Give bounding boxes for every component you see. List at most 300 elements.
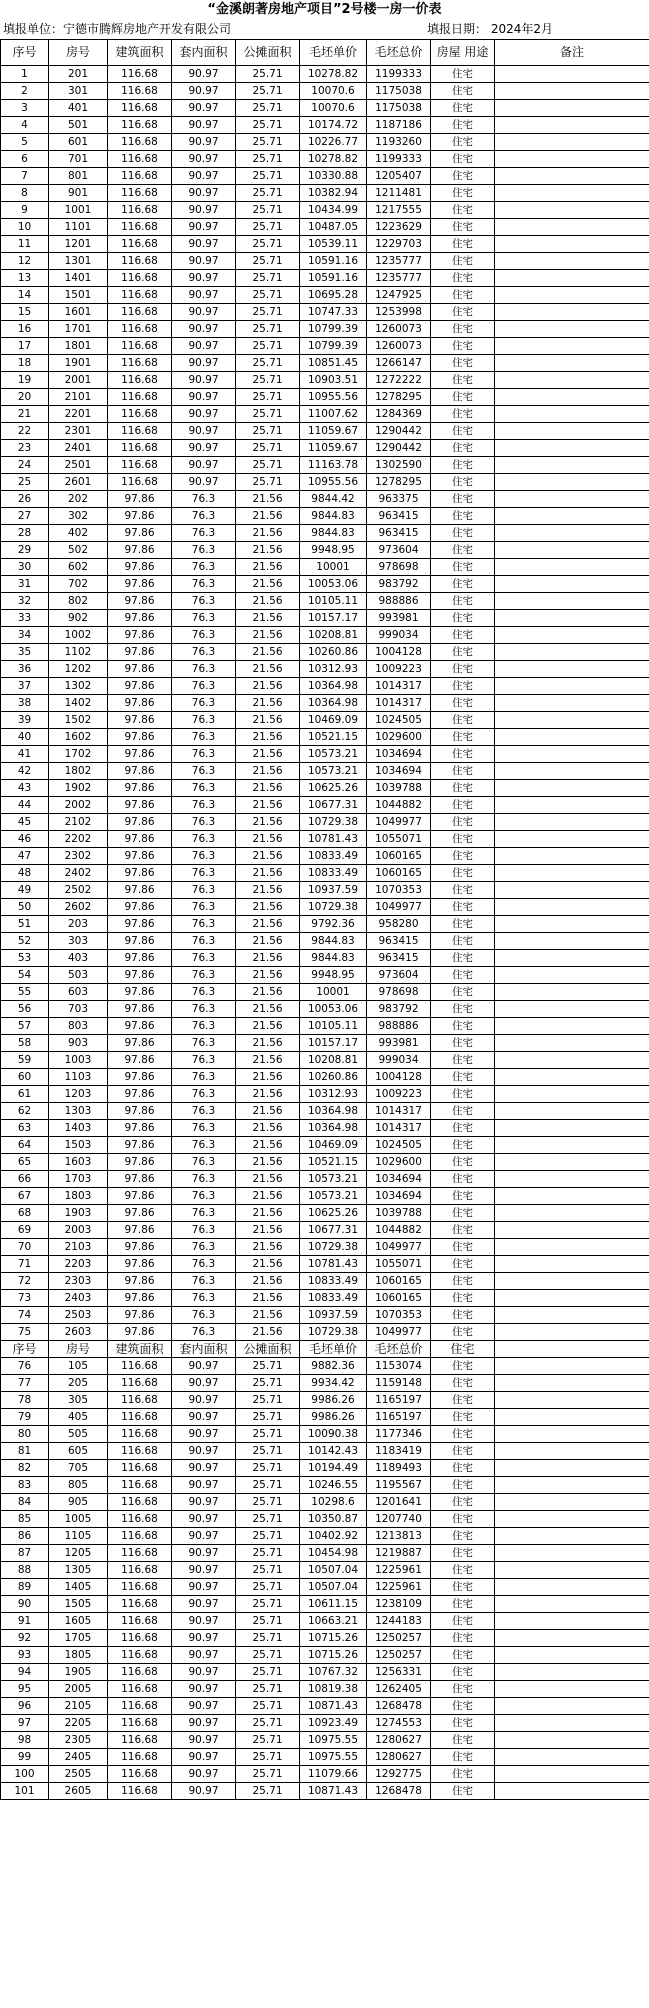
cell-index: 85 (1, 1511, 49, 1528)
cell-unit-price: 10521.15 (300, 729, 367, 746)
cell-shared-area: 21.56 (236, 763, 300, 780)
cell-total-price: 1199333 (367, 66, 431, 83)
cell-index: 82 (1, 1460, 49, 1477)
cell-shared-area: 25.71 (236, 1528, 300, 1545)
cell-room: 802 (49, 593, 108, 610)
cell-shared-area: 21.56 (236, 695, 300, 712)
cell-unit-price: 10729.38 (300, 1324, 367, 1341)
cell-gross-area: 116.68 (108, 1358, 172, 1375)
cell-usage: 住宅 (431, 899, 495, 916)
cell-unit-price: 10350.87 (300, 1511, 367, 1528)
cell-gross-area: 116.68 (108, 1443, 172, 1460)
cell-gross-area: 116.68 (108, 1613, 172, 1630)
cell-gross-area: 116.68 (108, 1579, 172, 1596)
table-row (1, 338, 649, 355)
table-row (1, 508, 649, 525)
cell-gross-area: 116.68 (108, 321, 172, 338)
cell-inner-area: 76.3 (172, 780, 236, 797)
cell-remarks (495, 185, 649, 202)
cell-total-price: 1211481 (367, 185, 431, 202)
cell-unit-price: 11079.66 (300, 1766, 367, 1783)
cell-remarks (495, 1086, 649, 1103)
cell-shared-area: 25.71 (236, 1681, 300, 1698)
cell-inner-area: 76.3 (172, 610, 236, 627)
table-row (1, 593, 649, 610)
cell-room: 1605 (49, 1613, 108, 1630)
subheader-room: 房号 (49, 1341, 108, 1358)
cell-index: 94 (1, 1664, 49, 1681)
cell-shared-area: 25.71 (236, 1698, 300, 1715)
cell-unit-price: 10923.49 (300, 1715, 367, 1732)
cell-room: 201 (49, 66, 108, 83)
cell-total-price: 1039788 (367, 780, 431, 797)
cell-gross-area: 97.86 (108, 542, 172, 559)
cell-gross-area: 116.68 (108, 83, 172, 100)
cell-inner-area: 76.3 (172, 1239, 236, 1256)
cell-room: 305 (49, 1392, 108, 1409)
cell-unit-price: 10469.09 (300, 1137, 367, 1154)
cell-inner-area: 90.97 (172, 287, 236, 304)
cell-total-price: 1213813 (367, 1528, 431, 1545)
cell-remarks (495, 933, 649, 950)
cell-room: 2101 (49, 389, 108, 406)
cell-room: 1003 (49, 1052, 108, 1069)
cell-total-price: 1055071 (367, 1256, 431, 1273)
cell-index: 95 (1, 1681, 49, 1698)
cell-gross-area: 116.68 (108, 372, 172, 389)
cell-total-price: 1201641 (367, 1494, 431, 1511)
cell-total-price: 1250257 (367, 1630, 431, 1647)
table-row (1, 1086, 649, 1103)
cell-room: 2203 (49, 1256, 108, 1273)
table-subheader-row (1, 1341, 649, 1358)
cell-usage: 住宅 (431, 1103, 495, 1120)
cell-index: 5 (1, 134, 49, 151)
cell-inner-area: 90.97 (172, 151, 236, 168)
table-row (1, 1001, 649, 1018)
cell-gross-area: 116.68 (108, 236, 172, 253)
cell-inner-area: 90.97 (172, 134, 236, 151)
cell-usage: 住宅 (431, 1086, 495, 1103)
table-row (1, 134, 649, 151)
cell-inner-area: 76.3 (172, 491, 236, 508)
cell-inner-area: 90.97 (172, 1443, 236, 1460)
cell-gross-area: 97.86 (108, 1018, 172, 1035)
cell-room: 403 (49, 950, 108, 967)
cell-unit-price: 10955.56 (300, 474, 367, 491)
cell-remarks (495, 848, 649, 865)
cell-index: 7 (1, 168, 49, 185)
table-row (1, 1460, 649, 1477)
cell-total-price: 1205407 (367, 168, 431, 185)
table-row (1, 576, 649, 593)
cell-gross-area: 97.86 (108, 1154, 172, 1171)
cell-room: 2401 (49, 440, 108, 457)
cell-remarks (495, 100, 649, 117)
cell-room: 602 (49, 559, 108, 576)
cell-inner-area: 76.3 (172, 1324, 236, 1341)
cell-index: 71 (1, 1256, 49, 1273)
cell-unit-price: 10729.38 (300, 814, 367, 831)
cell-index: 13 (1, 270, 49, 287)
table-row (1, 1392, 649, 1409)
cell-shared-area: 21.56 (236, 729, 300, 746)
cell-room: 2303 (49, 1273, 108, 1290)
cell-shared-area: 25.71 (236, 1664, 300, 1681)
cell-remarks (495, 916, 649, 933)
cell-usage: 住宅 (431, 457, 495, 474)
cell-shared-area: 21.56 (236, 1171, 300, 1188)
table-row (1, 1324, 649, 1341)
subheader-gross-area: 建筑面积 (108, 1341, 172, 1358)
cell-index: 66 (1, 1171, 49, 1188)
cell-room: 1501 (49, 287, 108, 304)
cell-shared-area: 25.71 (236, 219, 300, 236)
cell-room: 605 (49, 1443, 108, 1460)
cell-total-price: 1262405 (367, 1681, 431, 1698)
cell-gross-area: 97.86 (108, 848, 172, 865)
cell-shared-area: 25.71 (236, 440, 300, 457)
cell-usage: 住宅 (431, 508, 495, 525)
cell-gross-area: 97.86 (108, 593, 172, 610)
cell-usage: 住宅 (431, 882, 495, 899)
cell-inner-area: 90.97 (172, 423, 236, 440)
subheader-shared-area: 公摊面积 (236, 1341, 300, 1358)
cell-total-price: 1165197 (367, 1409, 431, 1426)
cell-usage: 住宅 (431, 1732, 495, 1749)
cell-unit-price: 10591.16 (300, 270, 367, 287)
table-row (1, 1222, 649, 1239)
cell-inner-area: 76.3 (172, 746, 236, 763)
cell-index: 92 (1, 1630, 49, 1647)
cell-usage: 住宅 (431, 627, 495, 644)
cell-usage: 住宅 (431, 1358, 495, 1375)
cell-usage: 住宅 (431, 1001, 495, 1018)
cell-gross-area: 97.86 (108, 1222, 172, 1239)
cell-inner-area: 76.3 (172, 984, 236, 1001)
cell-index: 88 (1, 1562, 49, 1579)
cell-total-price: 1044882 (367, 797, 431, 814)
cell-room: 1405 (49, 1579, 108, 1596)
cell-room: 303 (49, 933, 108, 950)
cell-shared-area: 21.56 (236, 1290, 300, 1307)
cell-index: 80 (1, 1426, 49, 1443)
cell-index: 1 (1, 66, 49, 83)
cell-shared-area: 21.56 (236, 542, 300, 559)
cell-shared-area: 25.71 (236, 1426, 300, 1443)
cell-usage: 住宅 (431, 712, 495, 729)
cell-remarks (495, 304, 649, 321)
cell-usage: 住宅 (431, 1579, 495, 1596)
cell-shared-area: 25.71 (236, 1460, 300, 1477)
cell-inner-area: 90.97 (172, 219, 236, 236)
cell-usage: 住宅 (431, 525, 495, 542)
cell-room: 205 (49, 1375, 108, 1392)
col-header-total-price: 毛坯总价 (367, 40, 431, 66)
cell-usage: 住宅 (431, 1613, 495, 1630)
table-row (1, 695, 649, 712)
cell-remarks (495, 253, 649, 270)
table-row (1, 1103, 649, 1120)
cell-index: 98 (1, 1732, 49, 1749)
cell-unit-price: 10434.99 (300, 202, 367, 219)
table-row (1, 1783, 649, 1800)
subheader-index: 序号 (1, 1341, 49, 1358)
cell-gross-area: 97.86 (108, 678, 172, 695)
cell-remarks (495, 1749, 649, 1766)
table-row (1, 355, 649, 372)
cell-shared-area: 25.71 (236, 287, 300, 304)
cell-gross-area: 97.86 (108, 1188, 172, 1205)
cell-unit-price: 10799.39 (300, 321, 367, 338)
cell-inner-area: 90.97 (172, 372, 236, 389)
table-row (1, 1137, 649, 1154)
cell-inner-area: 90.97 (172, 1579, 236, 1596)
cell-shared-area: 25.71 (236, 1647, 300, 1664)
cell-unit-price: 10312.93 (300, 1086, 367, 1103)
subheader-inner-area: 套内面积 (172, 1341, 236, 1358)
cell-total-price: 1235777 (367, 253, 431, 270)
cell-index: 64 (1, 1137, 49, 1154)
cell-gross-area: 97.86 (108, 1001, 172, 1018)
cell-index: 12 (1, 253, 49, 270)
cell-unit-price: 10625.26 (300, 780, 367, 797)
cell-room: 1902 (49, 780, 108, 797)
cell-index: 9 (1, 202, 49, 219)
cell-total-price: 1250257 (367, 1647, 431, 1664)
cell-total-price: 1284369 (367, 406, 431, 423)
cell-room: 1303 (49, 1103, 108, 1120)
cell-gross-area: 97.86 (108, 1273, 172, 1290)
cell-shared-area: 21.56 (236, 1307, 300, 1324)
cell-usage: 住宅 (431, 321, 495, 338)
cell-remarks (495, 661, 649, 678)
cell-gross-area: 116.68 (108, 1783, 172, 1800)
cell-shared-area: 25.71 (236, 321, 300, 338)
cell-unit-price: 10278.82 (300, 66, 367, 83)
table-row (1, 440, 649, 457)
cell-remarks (495, 1545, 649, 1562)
cell-room: 301 (49, 83, 108, 100)
cell-index: 26 (1, 491, 49, 508)
cell-remarks (495, 1222, 649, 1239)
cell-shared-area: 21.56 (236, 967, 300, 984)
table-row (1, 1596, 649, 1613)
cell-total-price: 1238109 (367, 1596, 431, 1613)
cell-shared-area: 21.56 (236, 1154, 300, 1171)
cell-index: 60 (1, 1069, 49, 1086)
cell-remarks (495, 678, 649, 695)
cell-room: 302 (49, 508, 108, 525)
cell-remarks (495, 151, 649, 168)
cell-unit-price: 10937.59 (300, 882, 367, 899)
cell-room: 402 (49, 525, 108, 542)
cell-gross-area: 116.68 (108, 338, 172, 355)
cell-remarks (495, 83, 649, 100)
cell-index: 15 (1, 304, 49, 321)
table-row (1, 457, 649, 474)
cell-total-price: 1049977 (367, 1239, 431, 1256)
cell-shared-area: 21.56 (236, 712, 300, 729)
cell-total-price: 1034694 (367, 763, 431, 780)
table-row (1, 1528, 649, 1545)
cell-inner-area: 90.97 (172, 1409, 236, 1426)
cell-unit-price: 10507.04 (300, 1579, 367, 1596)
table-row (1, 1494, 649, 1511)
cell-index: 43 (1, 780, 49, 797)
cell-unit-price: 9986.26 (300, 1409, 367, 1426)
cell-inner-area: 90.97 (172, 1562, 236, 1579)
cell-total-price: 1014317 (367, 1103, 431, 1120)
cell-room: 1205 (49, 1545, 108, 1562)
cell-inner-area: 90.97 (172, 185, 236, 202)
cell-total-price: 963415 (367, 933, 431, 950)
cell-gross-area: 116.68 (108, 117, 172, 134)
cell-inner-area: 90.97 (172, 1477, 236, 1494)
cell-total-price: 1029600 (367, 1154, 431, 1171)
cell-inner-area: 76.3 (172, 1035, 236, 1052)
cell-shared-area: 25.71 (236, 1715, 300, 1732)
cell-usage: 住宅 (431, 1290, 495, 1307)
cell-total-price: 983792 (367, 1001, 431, 1018)
cell-total-price: 1260073 (367, 338, 431, 355)
cell-index: 81 (1, 1443, 49, 1460)
table-row (1, 304, 649, 321)
cell-inner-area: 76.3 (172, 831, 236, 848)
cell-unit-price: 10625.26 (300, 1205, 367, 1222)
cell-unit-price: 10312.93 (300, 661, 367, 678)
cell-inner-area: 90.97 (172, 253, 236, 270)
cell-room: 2002 (49, 797, 108, 814)
cell-shared-area: 25.71 (236, 474, 300, 491)
cell-gross-area: 116.68 (108, 253, 172, 270)
table-row (1, 1409, 649, 1426)
cell-index: 76 (1, 1358, 49, 1375)
cell-room: 2603 (49, 1324, 108, 1341)
table-row (1, 525, 649, 542)
cell-gross-area: 97.86 (108, 1205, 172, 1222)
cell-inner-area: 90.97 (172, 1630, 236, 1647)
cell-unit-price: 10833.49 (300, 865, 367, 882)
cell-remarks (495, 1069, 649, 1086)
cell-inner-area: 90.97 (172, 338, 236, 355)
cell-shared-area: 21.56 (236, 984, 300, 1001)
cell-unit-price: 10521.15 (300, 1154, 367, 1171)
cell-usage: 住宅 (431, 372, 495, 389)
cell-shared-area: 25.71 (236, 1630, 300, 1647)
cell-shared-area: 21.56 (236, 1052, 300, 1069)
cell-remarks (495, 287, 649, 304)
table-row (1, 1749, 649, 1766)
cell-shared-area: 25.71 (236, 1562, 300, 1579)
cell-gross-area: 97.86 (108, 950, 172, 967)
cell-gross-area: 97.86 (108, 712, 172, 729)
table-row (1, 1766, 649, 1783)
cell-index: 34 (1, 627, 49, 644)
cell-remarks (495, 1409, 649, 1426)
cell-index: 56 (1, 1001, 49, 1018)
cell-room: 2505 (49, 1766, 108, 1783)
cell-shared-area: 25.71 (236, 304, 300, 321)
cell-usage: 住宅 (431, 1018, 495, 1035)
cell-gross-area: 116.68 (108, 1511, 172, 1528)
cell-unit-price: 11059.67 (300, 440, 367, 457)
cell-shared-area: 21.56 (236, 899, 300, 916)
cell-shared-area: 25.71 (236, 236, 300, 253)
cell-inner-area: 76.3 (172, 1256, 236, 1273)
cell-remarks (495, 1460, 649, 1477)
cell-inner-area: 90.97 (172, 117, 236, 134)
cell-total-price: 999034 (367, 627, 431, 644)
cell-remarks (495, 1562, 649, 1579)
cell-inner-area: 76.3 (172, 1001, 236, 1018)
cell-index: 48 (1, 865, 49, 882)
table-row (1, 882, 649, 899)
cell-shared-area: 25.71 (236, 1766, 300, 1783)
cell-room: 1105 (49, 1528, 108, 1545)
cell-room: 2503 (49, 1307, 108, 1324)
cell-inner-area: 76.3 (172, 1018, 236, 1035)
cell-gross-area: 97.86 (108, 780, 172, 797)
cell-gross-area: 116.68 (108, 270, 172, 287)
table-row (1, 984, 649, 1001)
cell-gross-area: 116.68 (108, 100, 172, 117)
table-row (1, 559, 649, 576)
cell-total-price: 1274553 (367, 1715, 431, 1732)
cell-unit-price: 10260.86 (300, 644, 367, 661)
cell-total-price: 1183419 (367, 1443, 431, 1460)
cell-total-price: 1278295 (367, 389, 431, 406)
cell-index: 78 (1, 1392, 49, 1409)
cell-room: 2602 (49, 899, 108, 916)
cell-room: 902 (49, 610, 108, 627)
cell-remarks (495, 1001, 649, 1018)
cell-total-price: 999034 (367, 1052, 431, 1069)
cell-total-price: 978698 (367, 559, 431, 576)
cell-gross-area: 116.68 (108, 1766, 172, 1783)
cell-shared-area: 21.56 (236, 814, 300, 831)
table-row (1, 185, 649, 202)
cell-index: 97 (1, 1715, 49, 1732)
cell-shared-area: 21.56 (236, 644, 300, 661)
cell-index: 55 (1, 984, 49, 1001)
cell-shared-area: 25.71 (236, 355, 300, 372)
cell-gross-area: 97.86 (108, 661, 172, 678)
cell-total-price: 1217555 (367, 202, 431, 219)
cell-room: 1201 (49, 236, 108, 253)
cell-shared-area: 21.56 (236, 525, 300, 542)
cell-remarks (495, 321, 649, 338)
cell-unit-price: 10070.6 (300, 83, 367, 100)
cell-unit-price: 10157.17 (300, 610, 367, 627)
col-header-shared-area: 公摊面积 (236, 40, 300, 66)
cell-remarks (495, 814, 649, 831)
cell-inner-area: 76.3 (172, 950, 236, 967)
cell-inner-area: 90.97 (172, 321, 236, 338)
table-row (1, 1154, 649, 1171)
cell-remarks (495, 66, 649, 83)
cell-unit-price: 10402.92 (300, 1528, 367, 1545)
cell-total-price: 1256331 (367, 1664, 431, 1681)
cell-shared-area: 21.56 (236, 576, 300, 593)
cell-usage: 住宅 (431, 1052, 495, 1069)
cell-usage: 住宅 (431, 1375, 495, 1392)
cell-shared-area: 25.71 (236, 406, 300, 423)
cell-gross-area: 97.86 (108, 865, 172, 882)
cell-room: 503 (49, 967, 108, 984)
cell-usage: 住宅 (431, 1698, 495, 1715)
cell-index: 25 (1, 474, 49, 491)
